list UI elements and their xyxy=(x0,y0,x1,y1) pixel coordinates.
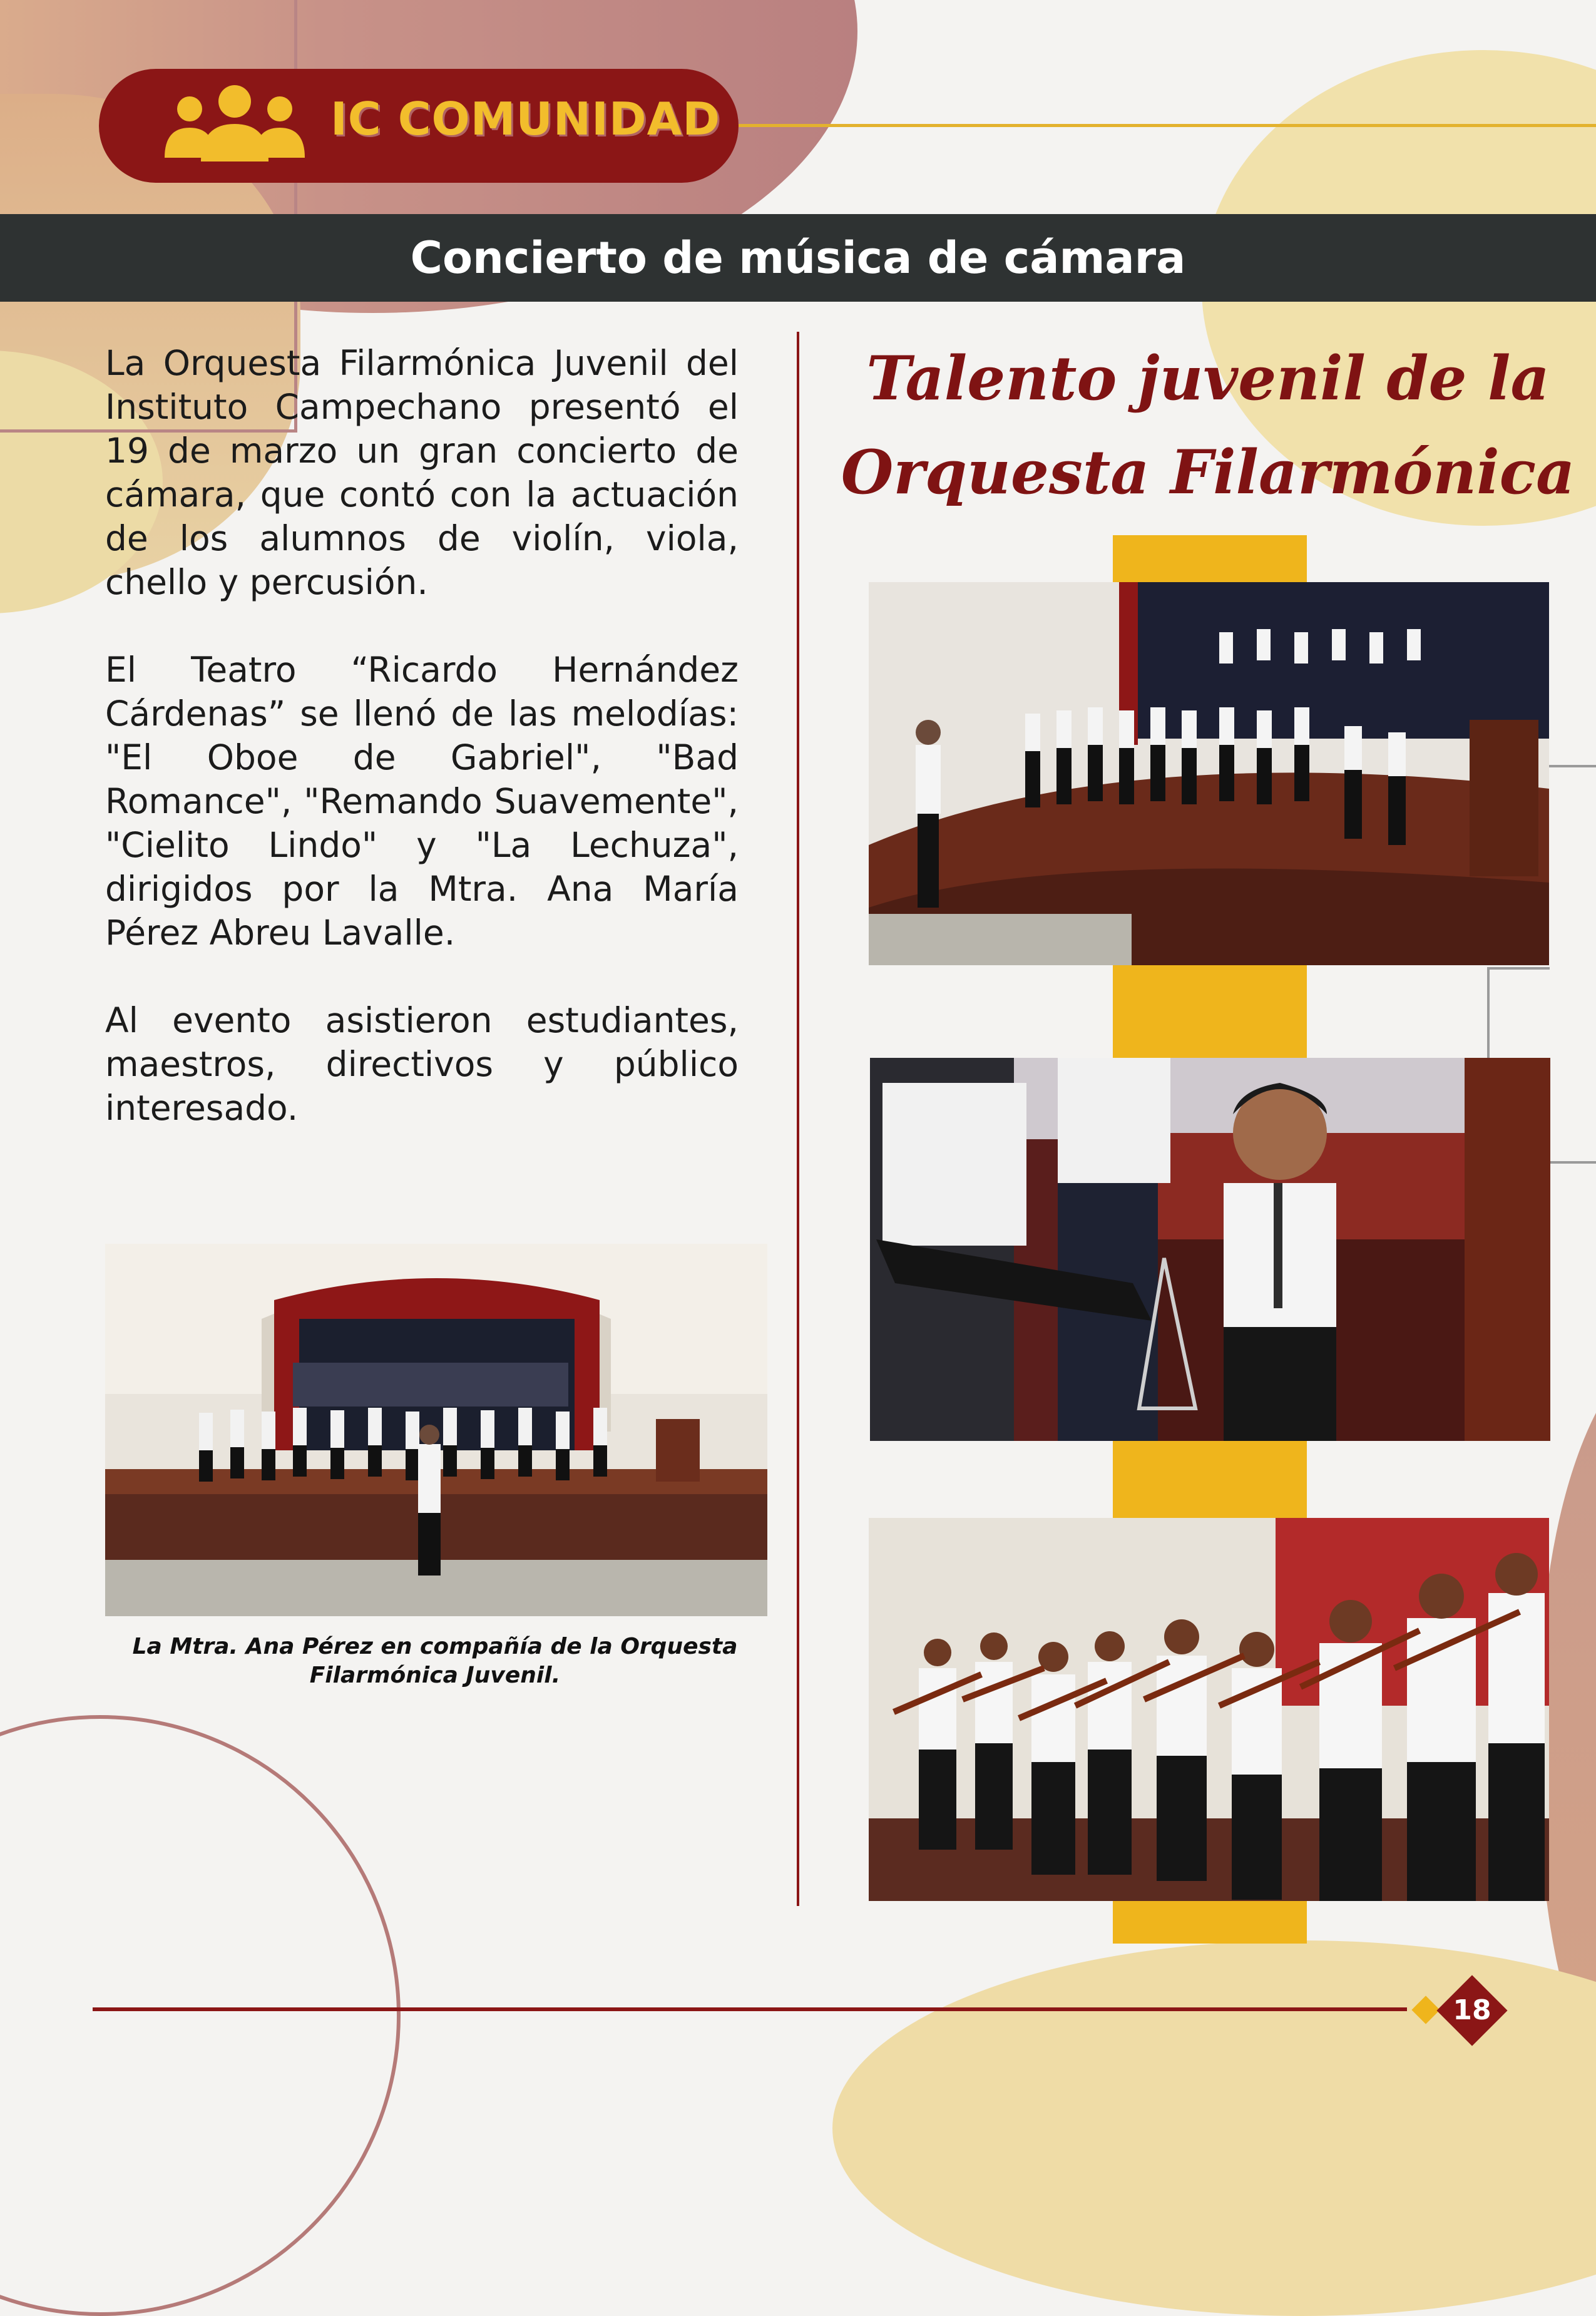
title-bar xyxy=(0,214,1596,302)
gallery-heading-line: Talento juvenil de la xyxy=(866,343,1550,414)
header-rule xyxy=(739,124,1596,127)
page-number: 18 xyxy=(1453,1994,1491,2026)
column-divider xyxy=(797,332,799,1906)
people-group-icon xyxy=(160,83,310,164)
photo-caption: La Mtra. Ana Pérez en compañía de la Orquesta Filarmónica Juvenil. xyxy=(132,1634,738,1688)
page-title: Concierto de música de cámara xyxy=(410,232,1186,284)
article-paragraph: Al evento asistieron estudiantes, maestros, directivos y público interesado. xyxy=(105,1000,739,1128)
article-paragraph: El Teatro “Ricardo Hernández Cárdenas” se llenó de las melodías: "El Oboe de Gabriel", "Bad Romance", "Remando Suavemente", "Cielito Lindo" y "La Lechuza", dirigidos por la Mtra. Ana María Pérez Abreu Lavalle. xyxy=(105,650,739,953)
decorative-connector xyxy=(1487,967,1550,970)
decorative-connector xyxy=(1487,967,1490,1058)
decorative-ring-bottom-left xyxy=(0,1715,401,2316)
footer-rule xyxy=(93,2007,1407,2011)
decorative-connector xyxy=(1548,765,1596,767)
section-label: IC COMUNIDAD xyxy=(330,93,721,145)
orchestra-stage-photo xyxy=(105,1244,767,1616)
percussion-student-photo xyxy=(870,1058,1550,1441)
decorative-connector xyxy=(1548,1161,1596,1164)
article-body xyxy=(105,341,739,1174)
gallery-heading-line: Orquesta Filarmónica xyxy=(841,437,1575,508)
conductor-orchestra-photo xyxy=(869,582,1549,965)
violin-students-photo xyxy=(869,1518,1549,1901)
gallery-heading xyxy=(832,332,1583,520)
article-paragraph: La Orquesta Filarmónica Juvenil del Instituto Campechano presentó el 19 de marzo un gran concierto de cámara, que contó con la actuación de los alumnos de violín, viola, chello y percusión. xyxy=(105,343,739,602)
